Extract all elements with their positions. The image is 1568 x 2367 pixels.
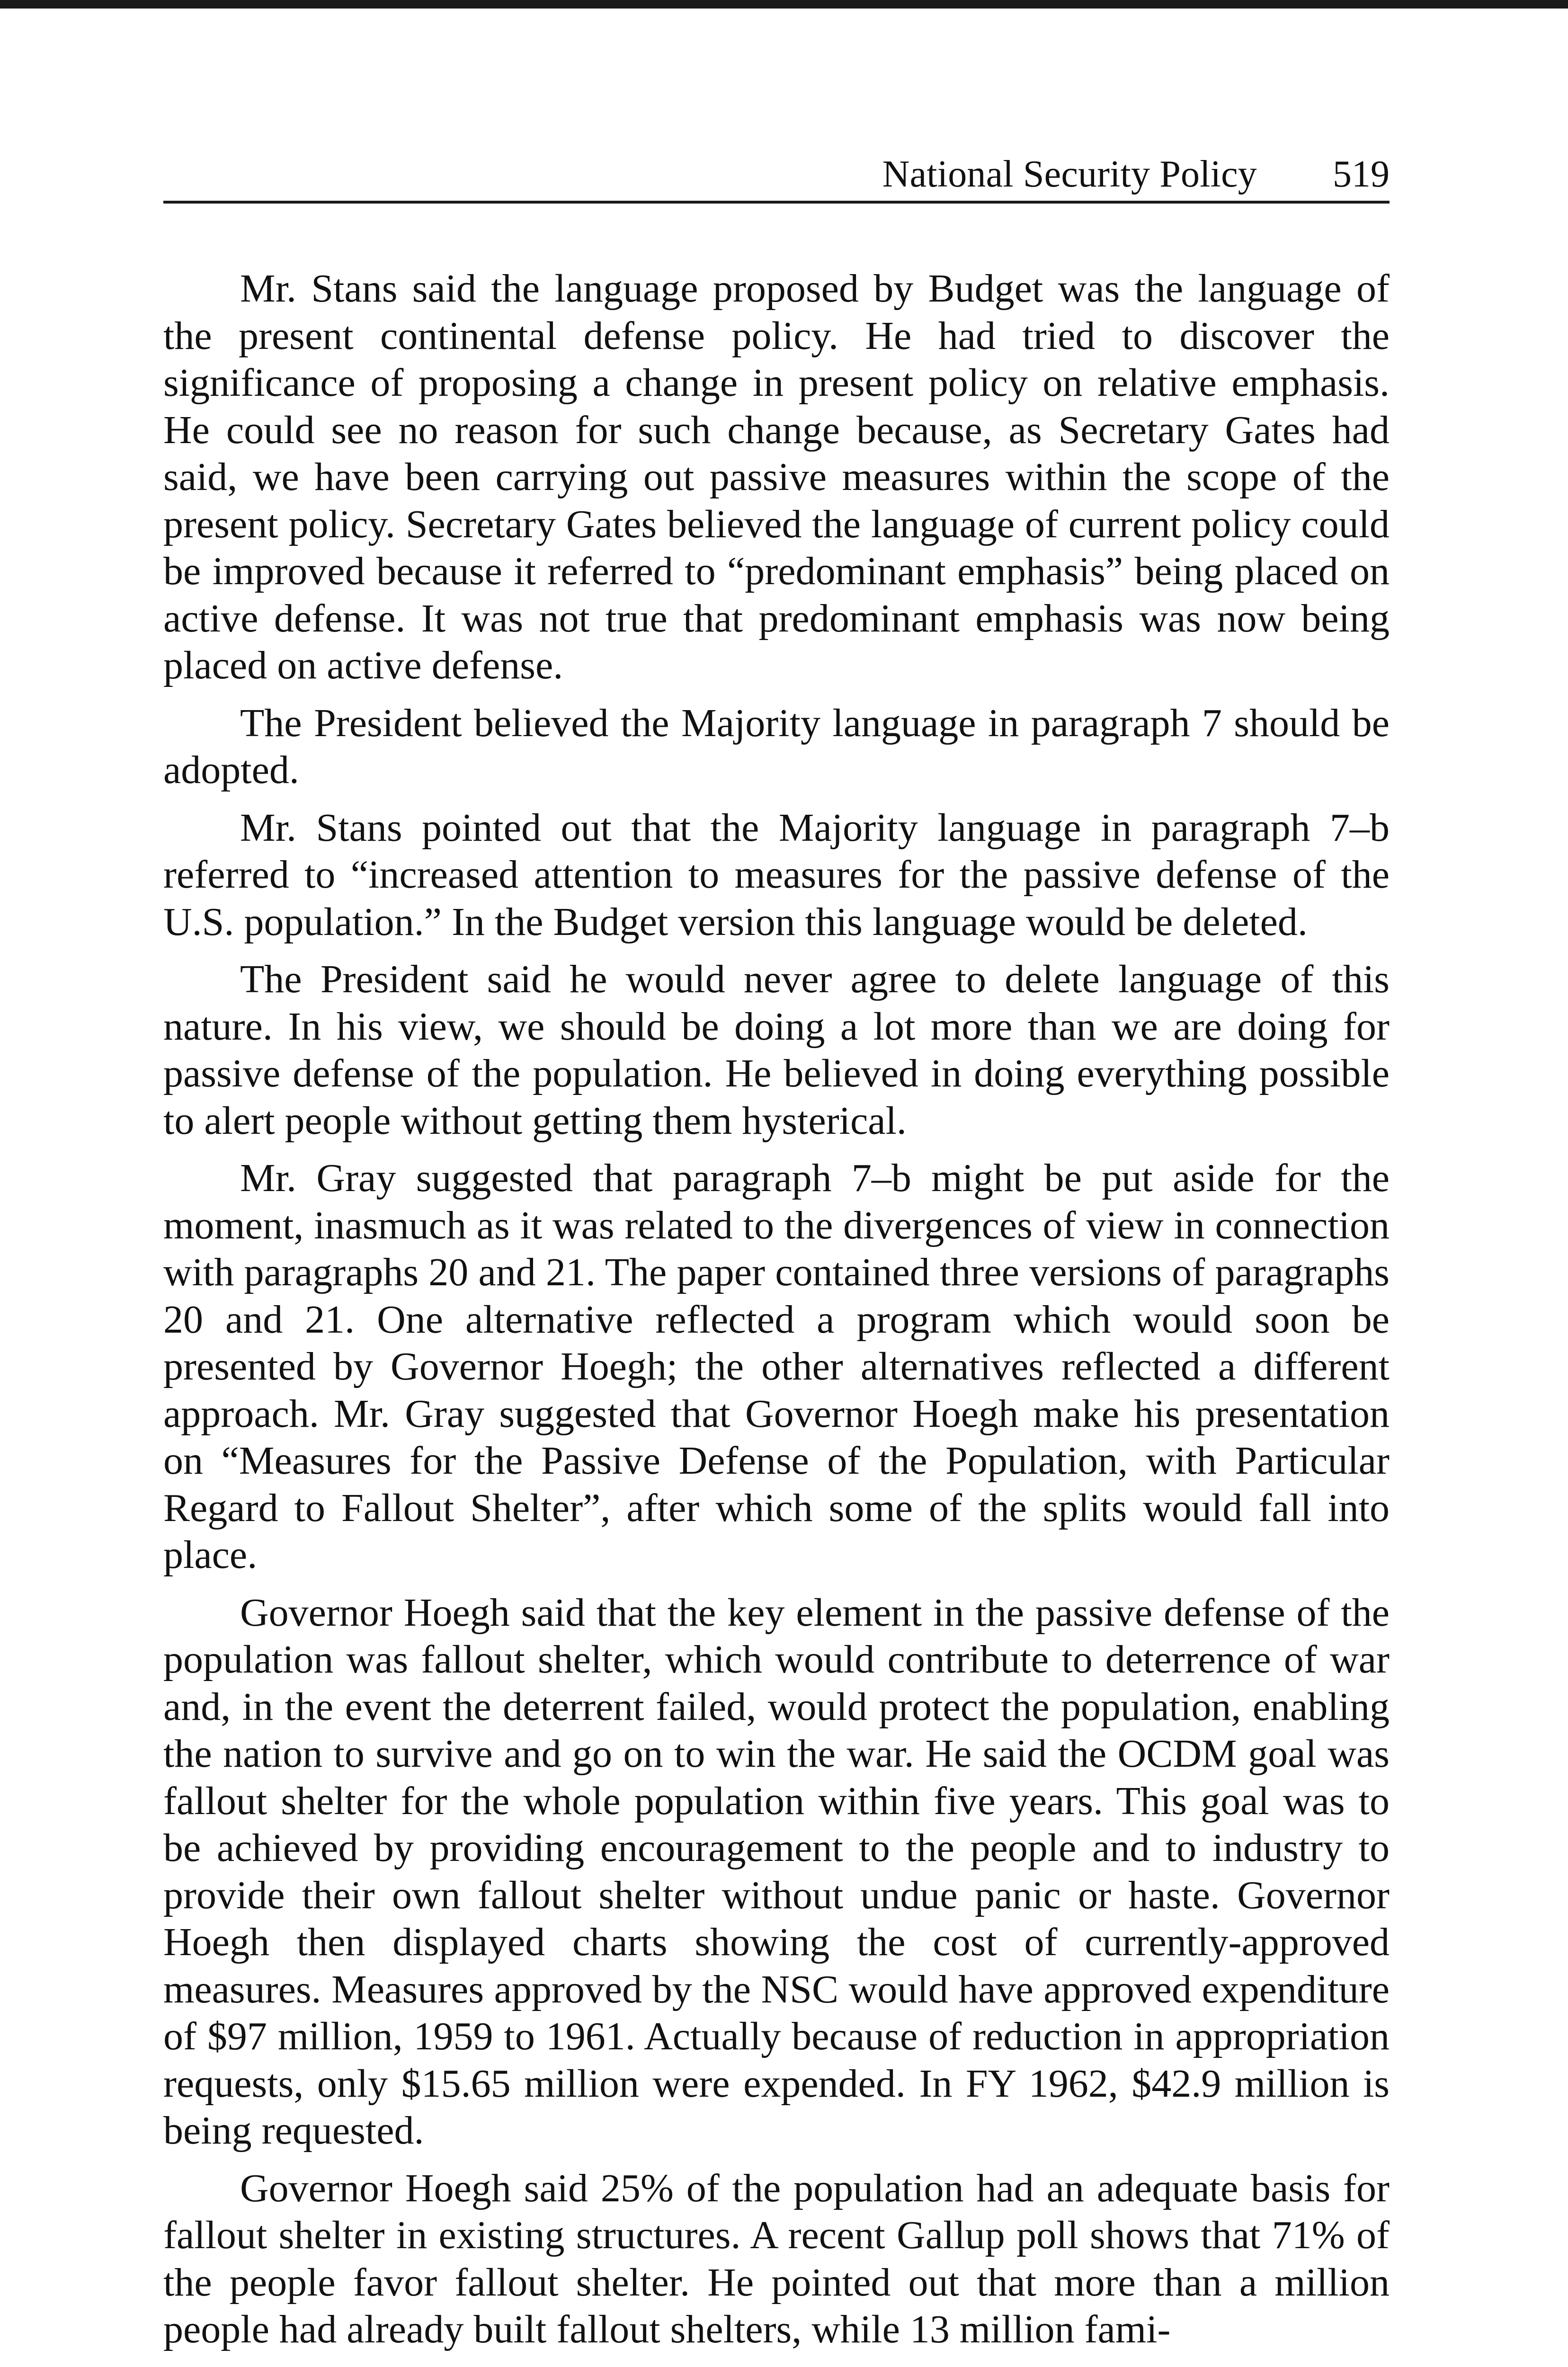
paragraph-stans-paragraph-7b: Mr. Stans pointed out that the Majority language in paragraph 7–b referred to “increased attention to measures for the passive defense of the U.S. population.” In the Budget version this language would be deleted. xyxy=(163,805,1390,944)
body-text xyxy=(163,265,1390,2364)
page-top-edge xyxy=(0,0,1568,9)
running-header xyxy=(163,147,1390,204)
paragraph-hoegh-fallout-shelter: Governor Hoegh said that the key element in the passive defense of the population was fallout shelter, which would contribute to deterrence of war and, in the event the deterrent failed, would protect the population, enabling the nation to survive and go on to win the war. He said the OCDM goal was fallout shelter for the whole population within five years. This goal was to be achieved by providing encouragement to the people and to industry to provide their own fallout shelter without undue panic or haste. Governor Hoegh then displayed charts showing the cost of currently-approved measures. Measures approved by the NSC would have approved expenditure of $97 million, 1959 to 1961. Actually because of reduction in appropriation requests, only $15.65 million were expended. In FY 1962, $42.9 million is being requested. xyxy=(163,1590,1390,2153)
running-title: National Security Policy xyxy=(882,153,1257,195)
header-rule xyxy=(163,201,1390,204)
paragraph-hoegh-gallup-poll: Governor Hoegh said 25% of the population had an adequate basis for fallout shelter in existing structures. A recent Gallup poll shows that 71% of the people favor fallout shelter. He pointed out that more than a million people had already built fallout shelters, while 13 million fami- xyxy=(163,2166,1390,2351)
paragraph-gray-suggestion: Mr. Gray suggested that paragraph 7–b might be put aside for the moment, inasmuch as it was related to the divergences of view in connection with paragraphs 20 and 21. The paper contained three versions of paragraphs 20 and 21. One alternative reflected a program which would soon be presented by Governor Hoegh; the other alternatives reflected a different approach. Mr. Gray suggested that Governor Hoegh make his presentation on “Measures for the Passive Defense of the Population, with Particular Regard to Fallout Shelter”, after which some of the splits would fall into place. xyxy=(163,1156,1390,1577)
page-number: 519 xyxy=(1333,153,1390,195)
paragraph-president-majority: The President believed the Majority language in paragraph 7 should be adopted. xyxy=(163,701,1390,792)
paragraph-president-passive-defense: The President said he would never agree to delete language of this nature. In his view, we should be doing a lot more than we are doing for passive defense of the population. He believed in doing everything possible to alert people without getting them hysterical. xyxy=(163,957,1390,1143)
paragraph-stans-budget-language: Mr. Stans said the language proposed by Budget was the language of the present continental defense policy. He had tried to discover the significance of proposing a change in present policy on relative emphasis. He could see no reason for such change because, as Secretary Gates had said, we have been carrying out passive measures within the scope of the present policy. Secretary Gates believed the language of current policy could be improved because it referred to “predominant emphasis” being placed on active defense. It was not true that predominant emphasis was now being placed on active defense. xyxy=(163,267,1390,687)
